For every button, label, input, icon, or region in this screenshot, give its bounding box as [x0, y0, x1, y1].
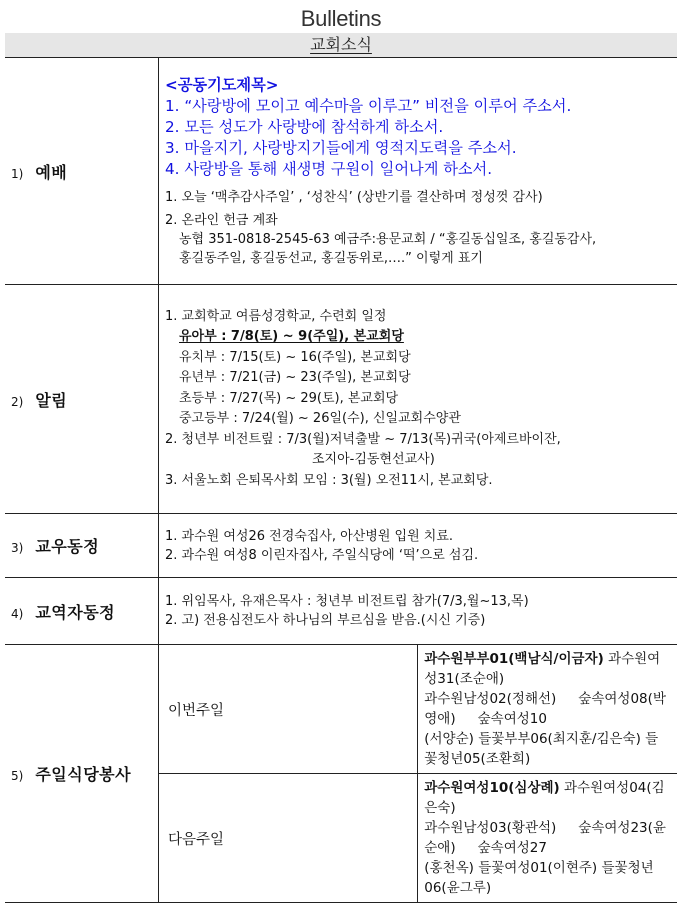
lead-server: 과수원여성10(심상례) — [424, 780, 560, 796]
server-line: (서양순) 들꽃부부06(최지훈/김은숙) 들꽃청년05(조환희) — [424, 731, 659, 767]
server: 숲속여성23(윤순애) — [424, 820, 666, 856]
row-label-kitchen — [5, 645, 159, 903]
announcement-item: 2. 청년부 비전트맆 : 7/3(월)저녁출발 ~ 7/13(목)귀국(아제르바이잔, — [165, 431, 561, 447]
next-week-servers — [418, 774, 677, 903]
page-title: Bulletins — [300, 6, 382, 31]
row-announcements — [5, 285, 677, 514]
row-label-members — [5, 514, 159, 578]
row-label-announcements — [5, 285, 159, 514]
row-label-ministers — [5, 578, 159, 645]
this-week-servers — [418, 645, 677, 774]
server: 과수원여성31(조순애) — [424, 651, 661, 687]
prayer-title: <공동기도제목> — [165, 75, 279, 94]
row-label-worship — [5, 58, 159, 285]
ministers-content — [159, 578, 678, 645]
minister-news-item: 2. 고) 전용심전도사 하나님의 부르심을 받음.(시신 기증) — [165, 613, 486, 628]
row-number: 5) — [11, 769, 24, 783]
row-title: 알림 — [35, 390, 68, 410]
server: 과수원남성03(황관석) — [424, 820, 557, 836]
row-title: 교우동정 — [35, 537, 100, 556]
server-line: (홍천옥) 들꽃여성01(이현주) 들꽃청년06(윤그루) — [424, 860, 654, 896]
lead-server: 과수원부부01(백남식/이금자) — [424, 651, 604, 667]
row-title: 예배 — [35, 162, 68, 182]
server: 숲속여성10 — [477, 711, 547, 727]
row-number: 2) — [11, 394, 24, 409]
row-ministers — [5, 578, 677, 645]
notice-item: 2. 온라인 헌금 계좌 — [165, 212, 278, 228]
notice-item: 1. 오늘 ‘맥추감사주일’ , ‘성찬식’ (상반기를 결산하며 정성껏 감사) — [165, 189, 543, 205]
schedule-highlight: 유아부 : 7/8(토) ~ 9(주일), 본교회당 — [179, 329, 404, 345]
server: 숲속여성08(박영애) — [424, 691, 666, 727]
announcements-content — [159, 285, 678, 514]
next-week-label: 다음주일 — [159, 774, 418, 903]
server: 숲속여성27 — [477, 840, 547, 856]
member-news-item: 2. 과수원 여성8 이린자집사, 주일식당에 ‘떡’으로 섬김. — [165, 547, 479, 563]
prayer-item: 3. 마을지기, 사랑방지기들에게 영적지도력을 주소서. — [165, 138, 517, 157]
row-number: 1) — [11, 166, 24, 181]
announcement-item: 1. 교회학교 여름성경학교, 수련회 일정 — [165, 308, 387, 324]
prayer-item: 4. 사랑방을 통해 새생명 구원이 일어나게 하소서. — [165, 159, 493, 178]
server: 과수원남성02(정해선) — [424, 691, 557, 707]
section-band — [5, 33, 677, 57]
row-number: 3) — [11, 541, 24, 555]
announcement-item-cont: 조지아-김동현선교사) — [312, 452, 435, 468]
row-title: 교역자동정 — [35, 602, 116, 622]
account-line: 농협 351-0818-2545-63 예금주:용문교회 / “홍길동십일조, 홍길동감사, — [179, 231, 597, 247]
prayer-block — [165, 75, 673, 180]
this-week-label: 이번주일 — [159, 645, 418, 774]
account-line: 홍길동주일, 홍길동선교, 홍길동위로,….” 이렇게 표기 — [179, 250, 483, 266]
row-worship — [5, 58, 677, 285]
schedule-line: 초등부 : 7/27(목) ~ 29(토), 본교회당 — [179, 390, 399, 406]
worship-content — [159, 58, 678, 285]
prayer-item: 2. 모든 성도가 사랑방에 참석하게 하소서. — [165, 117, 444, 136]
members-content — [159, 514, 678, 578]
schedule-line: 중고등부 : 7/24(월) ~ 26일(수), 신일교회수양관 — [179, 411, 461, 427]
member-news-item: 1. 과수원 여성26 전경숙집사, 아산병원 입원 치료. — [165, 528, 454, 544]
schedule-line: 유치부 : 7/15(토) ~ 16(주일), 본교회당 — [179, 349, 411, 365]
bulletin-table — [5, 57, 677, 903]
server: 과수원여성04(김은숙) — [424, 780, 665, 816]
row-kitchen-this-week — [5, 645, 677, 774]
row-number: 4) — [11, 606, 24, 621]
row-title: 주일식당봉사 — [35, 765, 132, 784]
row-members — [5, 514, 677, 578]
prayer-item: 1. “사랑방에 모이고 예수마을 이루고” 비전을 이루어 주소서. — [165, 96, 572, 115]
section-band-title: 교회소식 — [310, 35, 372, 54]
announcement-item: 3. 서울노회 은퇴목사회 모임 : 3(월) 오전11시, 본교회당. — [165, 472, 493, 488]
schedule-line: 유년부 : 7/21(금) ~ 23(주일), 본교회당 — [179, 370, 411, 386]
minister-news-item: 1. 위임목사, 유재은목사 : 청년부 비전트립 참가(7/3,월~13,목) — [165, 594, 529, 609]
